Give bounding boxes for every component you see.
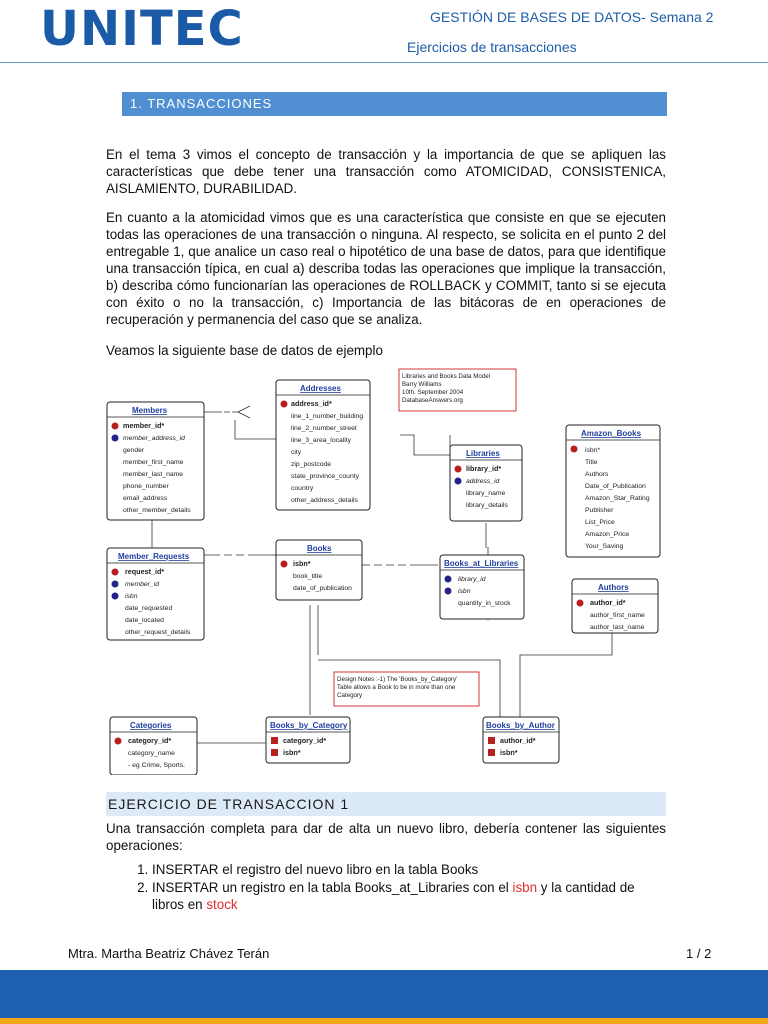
footer-accent-bar <box>0 1018 768 1024</box>
list-item <box>152 879 666 913</box>
entity-libraries <box>450 445 522 521</box>
svg-text:Libraries: Libraries <box>466 449 500 458</box>
course-title: GESTIÓN DE BASES DE DATOS- Semana 2 <box>430 9 714 25</box>
svg-text:10th. September 2004: 10th. September 2004 <box>402 389 464 396</box>
svg-text:List_Price: List_Price <box>585 519 615 526</box>
svg-text:category_id*: category_id* <box>283 736 327 745</box>
svg-text:Amazon_Price: Amazon_Price <box>585 531 630 538</box>
svg-text:Publisher: Publisher <box>585 507 614 514</box>
paragraph-1: En el tema 3 vimos el concepto de transacción y la importancia de que se apliquen las características que debe tener una transacción como ATOMICIDAD, CONSISTENICA, AISLAMIENTO, DURABILIDAD. <box>106 147 666 196</box>
exercise-intro: Una transacción completa para dar de alta un nuevo libro, debería contener las siguientes operaciones: <box>106 821 666 853</box>
svg-text:Members: Members <box>132 406 168 415</box>
svg-text:other_address_details: other_address_details <box>291 497 358 504</box>
entity-books <box>276 540 362 600</box>
svg-text:author_last_name: author_last_name <box>590 624 645 631</box>
svg-text:country: country <box>291 485 314 492</box>
entity-books-by-category <box>266 717 350 763</box>
entity-books-at-libraries <box>440 555 524 619</box>
list-item-text: INSERTAR el registro del nuevo libro en la tabla Books <box>152 862 479 877</box>
svg-text:member_last_name: member_last_name <box>123 471 184 478</box>
svg-text:line_1_number_building: line_1_number_building <box>291 413 364 420</box>
list-item-text: y la cantidad de libros en <box>152 880 635 912</box>
section-heading-ejercicio: EJERCICIO DE TRANSACCION 1 <box>106 792 666 816</box>
svg-text:isbn*: isbn* <box>585 447 601 454</box>
entity-addresses <box>276 380 370 510</box>
svg-text:address_id*: address_id* <box>291 399 332 408</box>
svg-text:date_of_publication: date_of_publication <box>293 585 352 592</box>
svg-text:author_first_name: author_first_name <box>590 612 645 619</box>
svg-text:isbn: isbn <box>458 588 471 595</box>
paragraph-3: Veamos la siguiente base de datos de ejemplo <box>106 343 383 358</box>
svg-text:line_3_area_locality: line_3_area_locality <box>291 437 352 444</box>
svg-text:quantity_in_stock: quantity_in_stock <box>458 600 511 607</box>
entity-categories <box>110 717 197 775</box>
svg-text:Table allows a Book to be in m: Table allows a Book to be in more than one <box>337 684 456 691</box>
svg-text:Barry Williams: Barry Williams <box>402 381 442 388</box>
design-note <box>334 672 479 706</box>
svg-text:Title: Title <box>585 459 598 466</box>
svg-text:Libraries and Books Data Model: Libraries and Books Data Model <box>402 373 491 380</box>
svg-text:isbn*: isbn* <box>293 559 311 568</box>
paragraph-2: En cuanto a la atomicidad vimos que es una característica que consiste en que se ejecuten todas las operaciones de una transacción o ninguna. Al respecto, se solicita en el punto 2 del entregable 1, que analice un caso real o hipotético de una base de datos, para que identifique una transacción típica, en cual a) describa todas las operaciones que implique la transacción, b) describa cómo funcionarían las operaciones de ROLLBACK y COMMIT, tanto si se ejecuta con éxito o no la transacción, c) Importancia de las bitácoras de en operaciones de recuperación y permanencia del caso que se analiza. <box>106 210 666 327</box>
svg-text:line_2_number_street: line_2_number_street <box>291 425 357 432</box>
operations-list <box>106 861 666 914</box>
svg-text:Addresses: Addresses <box>300 384 341 393</box>
svg-text:library_id*: library_id* <box>466 464 502 473</box>
svg-text:Your_Saving: Your_Saving <box>585 543 624 550</box>
page-header <box>0 0 768 62</box>
svg-text:Date_of_Publication: Date_of_Publication <box>585 483 646 490</box>
svg-text:isbn*: isbn* <box>283 748 301 757</box>
isbn-highlight: isbn <box>512 880 538 895</box>
diagram-legend <box>399 369 516 411</box>
svg-text:gender: gender <box>123 447 145 454</box>
er-diagram <box>100 365 665 775</box>
svg-text:Category: Category <box>337 692 363 699</box>
entity-amazon-books <box>566 425 660 557</box>
svg-text:request_id*: request_id* <box>125 567 165 576</box>
svg-text:library_id: library_id <box>458 576 486 583</box>
unitec-logo: UNITEC <box>40 1 244 57</box>
svg-text:email_address: email_address <box>123 495 168 502</box>
page-number: 1 / 2 <box>686 946 712 961</box>
svg-text:member_address_id: member_address_id <box>123 435 185 442</box>
svg-text:Amazon_Star_Rating: Amazon_Star_Rating <box>585 495 650 502</box>
svg-text:library_details: library_details <box>466 502 508 509</box>
svg-text:DatabaseAnswers.org: DatabaseAnswers.org <box>402 397 463 404</box>
svg-text:category_name: category_name <box>128 750 175 757</box>
svg-text:member_id*: member_id* <box>123 421 165 430</box>
svg-text:isbn*: isbn* <box>500 748 518 757</box>
svg-text:Books_by_Category: Books_by_Category <box>270 721 348 730</box>
svg-text:Authors: Authors <box>585 471 609 478</box>
svg-text:Authors: Authors <box>598 583 629 592</box>
section-heading-transacciones: 1. TRANSACCIONES <box>122 92 667 116</box>
svg-text:Categories: Categories <box>130 721 172 730</box>
svg-text:phone_number: phone_number <box>123 483 169 490</box>
svg-text:book_title: book_title <box>293 573 323 580</box>
svg-text:category_id*: category_id* <box>128 736 172 745</box>
svg-text:isbn: isbn <box>125 593 138 600</box>
svg-text:date_located: date_located <box>125 617 164 624</box>
entity-members <box>107 402 204 520</box>
svg-text:city: city <box>291 449 302 456</box>
document-subtitle: Ejercicios de transacciones <box>407 39 577 55</box>
svg-text:Books: Books <box>307 544 332 553</box>
svg-text:Design Notes :-1) The 'Books_b: Design Notes :-1) The 'Books_by_Category' <box>337 676 458 683</box>
svg-text:author_id*: author_id* <box>590 598 626 607</box>
footer-author: Mtra. Martha Beatriz Chávez Terán <box>68 946 270 961</box>
svg-text:zip_postcode: zip_postcode <box>291 461 332 468</box>
svg-text:- eg Crime, Sports.: - eg Crime, Sports. <box>128 762 186 769</box>
svg-text:author_id*: author_id* <box>500 736 536 745</box>
list-item-text: INSERTAR un registro en la tabla Books_at_Libraries con el <box>152 880 513 895</box>
svg-text:member_id: member_id <box>125 581 159 588</box>
svg-text:member_first_name: member_first_name <box>123 459 184 466</box>
entity-member-requests <box>107 548 204 640</box>
entity-books-by-author <box>483 717 559 763</box>
stock-highlight: stock <box>206 897 238 912</box>
svg-text:state_province_county: state_province_county <box>291 473 360 480</box>
svg-text:other_request_details: other_request_details <box>125 629 191 636</box>
svg-text:library_name: library_name <box>466 490 506 497</box>
svg-text:date_requested: date_requested <box>125 605 173 612</box>
svg-text:Books_at_Libraries: Books_at_Libraries <box>444 559 519 568</box>
svg-text:Books_by_Author: Books_by_Author <box>486 721 555 730</box>
svg-text:Member_Requests: Member_Requests <box>118 552 190 561</box>
footer-bar <box>0 970 768 1018</box>
header-divider <box>0 62 768 63</box>
list-item <box>152 861 666 878</box>
entity-authors <box>572 579 658 633</box>
svg-text:address_id: address_id <box>466 478 500 485</box>
svg-text:Amazon_Books: Amazon_Books <box>581 429 642 438</box>
svg-text:other_member_details: other_member_details <box>123 507 191 514</box>
